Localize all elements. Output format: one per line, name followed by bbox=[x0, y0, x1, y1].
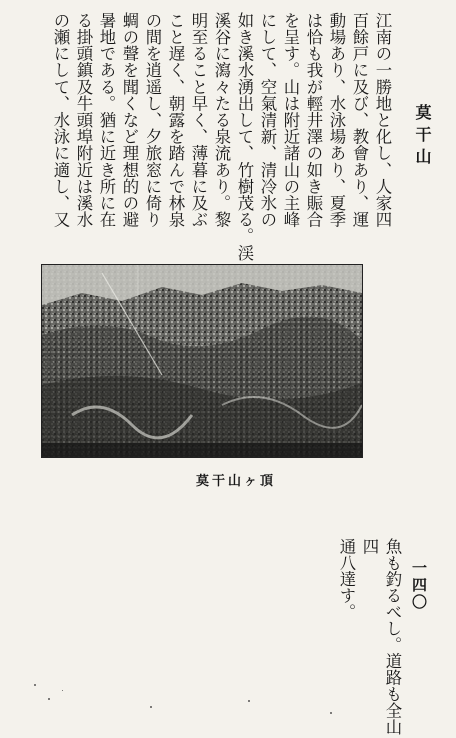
text-column: 百餘戸に及び、教會あり、運 bbox=[350, 12, 369, 228]
print-speckle bbox=[62, 690, 63, 691]
body-text bbox=[49, 12, 394, 262]
section-title: 莫干山 bbox=[413, 104, 432, 170]
text-column: は恰も我が輕井澤の如き賑合 bbox=[304, 12, 323, 228]
text-column: 動場あり、水泳場あり、夏季 bbox=[327, 12, 346, 228]
text-column: 蜩の聲を聞くなど理想的の避 bbox=[120, 12, 139, 228]
print-speckle bbox=[48, 698, 50, 700]
photo-caption: 莫干山ヶ頂 bbox=[196, 474, 277, 489]
text-column: にして、空氣清新、清冷氷の bbox=[258, 12, 277, 228]
landscape-photo bbox=[41, 264, 363, 458]
text-column: 溪谷に瀉々たる泉流あり。黎 bbox=[212, 12, 231, 228]
mountain-photo-image bbox=[42, 265, 362, 457]
text-column: 魚も釣るべし。道路も全山四 bbox=[360, 538, 402, 735]
text-column: を呈す。山は附近諸山の主峰 bbox=[281, 12, 300, 228]
print-speckle bbox=[34, 684, 36, 686]
text-column: 通八達す。 bbox=[337, 538, 356, 620]
print-speckle bbox=[330, 712, 332, 714]
text-column: こと遅く、朝露を踏んで林泉 bbox=[166, 12, 185, 228]
continuation-text bbox=[335, 538, 404, 738]
text-column: 如き溪水湧出して、竹樹茂る。渓 bbox=[235, 12, 254, 261]
text-column: 江南の一勝地と化し、人家四 bbox=[373, 12, 392, 228]
text-column: 明至ること早く、薄暮に及ぶ bbox=[189, 12, 208, 228]
print-speckle bbox=[150, 706, 152, 708]
text-column: 暑地である。猶に近き所に在 bbox=[97, 12, 116, 228]
text-column: の間を逍遥し、夕旅窓に倚り bbox=[143, 12, 162, 228]
text-column: の瀬にして、水泳に適し、又 bbox=[51, 12, 70, 228]
page-number: 一四〇 bbox=[410, 560, 428, 611]
text-column: る掛頭鎮及牛頭埠附近は溪水 bbox=[74, 12, 93, 228]
print-speckle bbox=[248, 700, 250, 702]
